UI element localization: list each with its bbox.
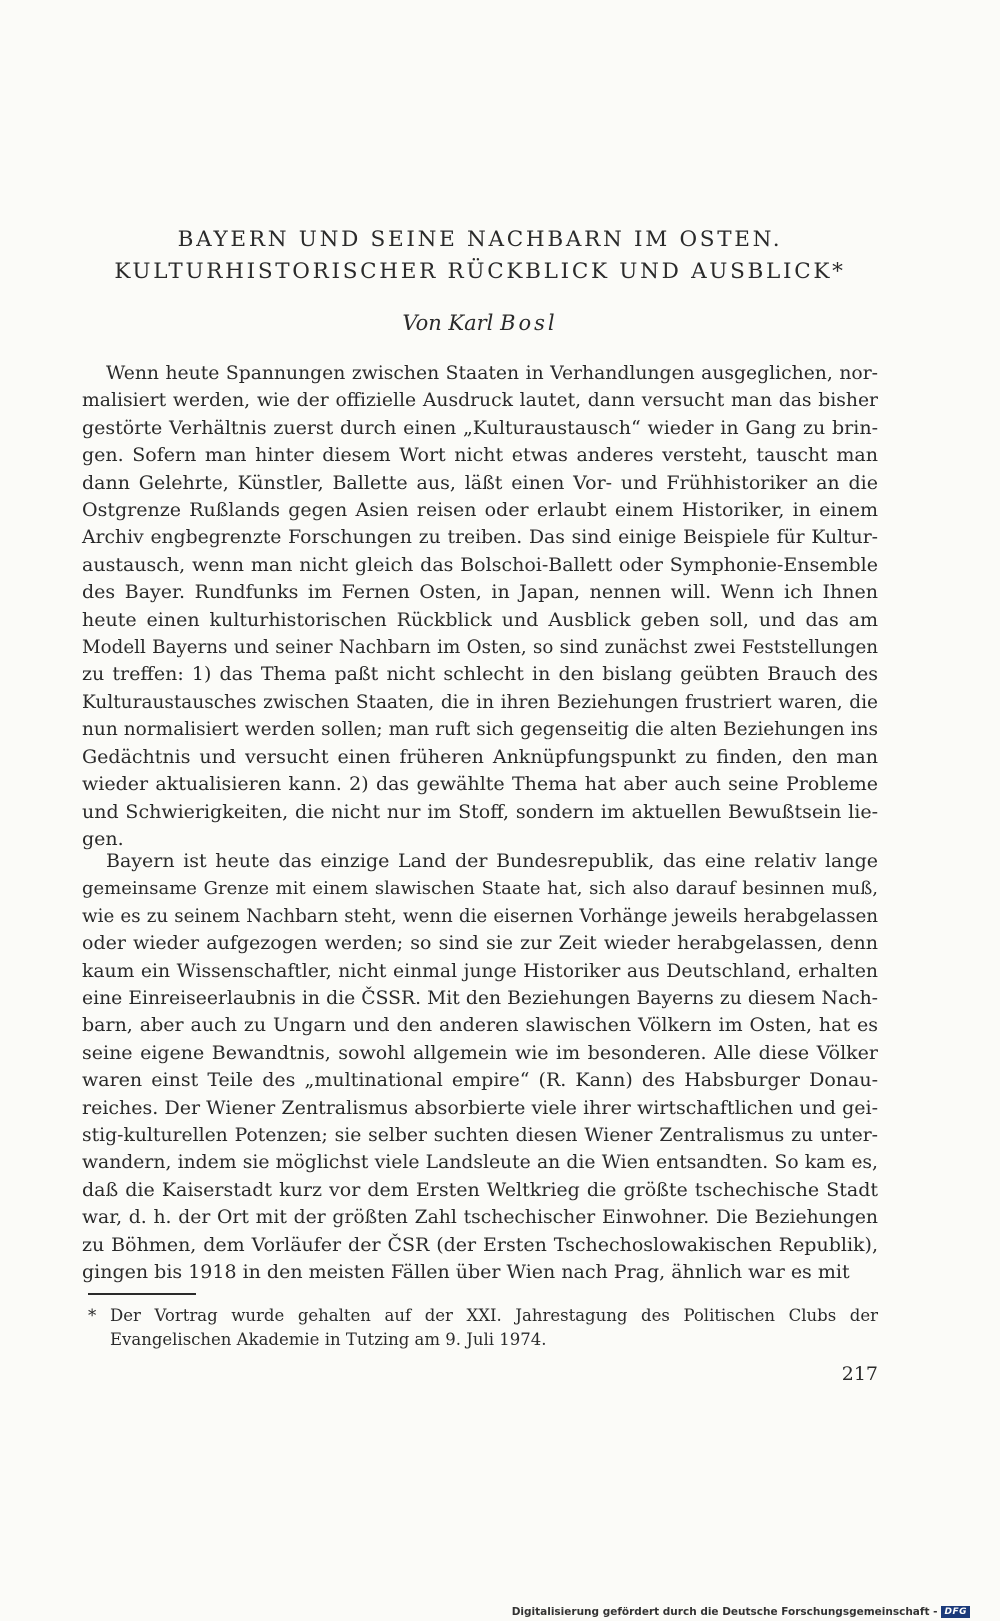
text-line: Wenn heute Spannungen zwischen Staaten in Verhandlungen ausgeglichen, nor-	[106, 363, 878, 384]
footnote-text: Der Vortrag wurde gehalten auf der XXI. Jahrestagung des Politischen Clubs der Evangelischen Akademie in Tutzing am 9. Juli 1974.	[110, 1306, 878, 1349]
text-line: waren einst Teile des „multinational empire“ (R. Kann) des Habsburger Donau-	[82, 1069, 878, 1092]
text-line: wandern, indem sie möglichst viele Landsleute an die Wien entsandten. So kam es,	[82, 1152, 878, 1174]
text-line: heute einen kulturhistorischen Rückblick und Ausblick geben soll, und das am	[82, 608, 878, 631]
text-line: eine Einreiseerlaubnis in die ČSSR. Mit den Beziehungen Bayerns zu diesem Nach-	[82, 988, 878, 1010]
text-line: Bayern ist heute das einzige Land der Bundesrepublik, das eine relativ lange	[106, 850, 878, 872]
author-prefix: Von Karl	[402, 311, 501, 335]
text-line: nun normalisiert werden sollen; man ruft sich gegenseitig die alten Beziehungen ins	[82, 719, 878, 741]
article-title-line-2: KULTURHISTORISCHER RÜCKBLICK UND AUSBLICK*	[114, 259, 846, 284]
paragraph-1	[82, 360, 878, 853]
footnote	[88, 1304, 878, 1352]
text-line: Gedächtnis und versucht einen früheren Anknüpfungspunkt zu finden, den man	[82, 745, 878, 768]
text-line: malisiert werden, wie der offizielle Ausdruck lautet, dann versucht man das bisher	[82, 390, 878, 412]
text-line: des Bayer. Rundfunks im Fernen Osten, in Japan, nennen will. Wenn ich Ihnen	[82, 581, 878, 604]
page-number: 217	[841, 1363, 878, 1385]
footnote-rule	[88, 1293, 196, 1295]
text-line: kaum ein Wissenschaftler, nicht einmal junge Historiker aus Deutschland, erhalten	[82, 960, 878, 982]
text-line: gestörte Verhältnis zuerst durch einen „Kulturaustausch“ wieder in Gang zu brin-	[82, 416, 878, 439]
text-line: zu treffen: 1) das Thema paßt nicht schlecht in den bislang geübten Brauch des	[82, 663, 878, 686]
text-line: zu Böhmen, dem Vorläufer der ČSR (der Ersten Tschechoslowakischen Republik),	[82, 1233, 878, 1256]
article-title-line-1: BAYERN UND SEINE NACHBARN IM OSTEN.	[177, 227, 783, 252]
text-line: dann Gelehrte, Künstler, Ballette aus, läßt einen Vor- und Frühhistoriker an die	[82, 471, 878, 494]
text-line: Modell Bayerns und seiner Nachbarn im Osten, so sind zunächst zwei Feststellungen	[82, 637, 878, 659]
text-line: war, d. h. der Ort mit der größten Zahl tschechischer Einwohner. Die Beziehungen	[82, 1207, 878, 1229]
text-line: und Schwierigkeiten, die nicht nur im Stoff, sondern im aktuellen Bewußtsein lie-	[82, 800, 878, 823]
text-line: barn, aber auch zu Ungarn und den anderen slawischen Völkern im Osten, hat es	[82, 1014, 878, 1037]
text-line: oder wieder aufgezogen werden; so sind sie zur Zeit wieder herabgelassen, denn	[82, 932, 878, 955]
text-line: reiches. Der Wiener Zentralismus absorbierte viele ihrer wirtschaftlichen und gei-	[82, 1096, 878, 1119]
text-line: gingen bis 1918 in den meisten Fällen über Wien nach Prag, ähnlich war es mit	[82, 1261, 850, 1284]
text-line: stig-kulturellen Potenzen; sie selber suchten diesen Wiener Zentralismus zu unter-	[82, 1125, 878, 1147]
text-line: Kulturaustausches zwischen Staaten, die in ihren Beziehungen frustriert waren, die	[82, 691, 878, 713]
text-line: Ostgrenze Rußlands gegen Asien reisen oder erlaubt einem Historiker, in einem	[82, 499, 878, 522]
dfg-logo: DFG	[941, 1606, 970, 1618]
footnote-mark: *	[88, 1306, 97, 1325]
text-line: austausch, wenn man nicht gleich das Bolschoi-Ballett oder Symphonie-Ensemble	[82, 553, 878, 576]
article-author	[82, 308, 878, 338]
text-line: gemeinsame Grenze mit einem slawischen Staate hat, sich also darauf besinnen muß,	[82, 878, 878, 900]
digitization-text: Digitalisierung gefördert durch die Deutsche Forschungsgemeinschaft -	[511, 1606, 938, 1618]
digitization-notice	[512, 1606, 970, 1618]
text-line: Archiv engbegrenzte Forschungen zu treiben. Das sind einige Beispiele für Kultur-	[82, 527, 878, 549]
text-line: gen.	[82, 827, 124, 850]
text-line: wie es zu seinem Nachbarn steht, wenn die eisernen Vorhänge jeweils herabgelassen	[82, 905, 878, 927]
text-line: gen. Sofern man hinter diesem Wort nicht etwas anderes versteht, tauscht man	[82, 444, 878, 467]
text-line: wieder aktualisieren kann. 2) das gewählte Thema hat aber auch seine Probleme	[82, 773, 878, 796]
text-line: seine eigene Bewandtnis, sowohl allgemein wie im besonderen. Alle diese Völker	[82, 1041, 878, 1064]
paragraph-2	[82, 848, 878, 1287]
author-name: Bosl	[500, 311, 558, 335]
text-line: daß die Kaiserstadt kurz vor dem Ersten Weltkrieg die größte tschechische Stadt	[82, 1178, 878, 1201]
